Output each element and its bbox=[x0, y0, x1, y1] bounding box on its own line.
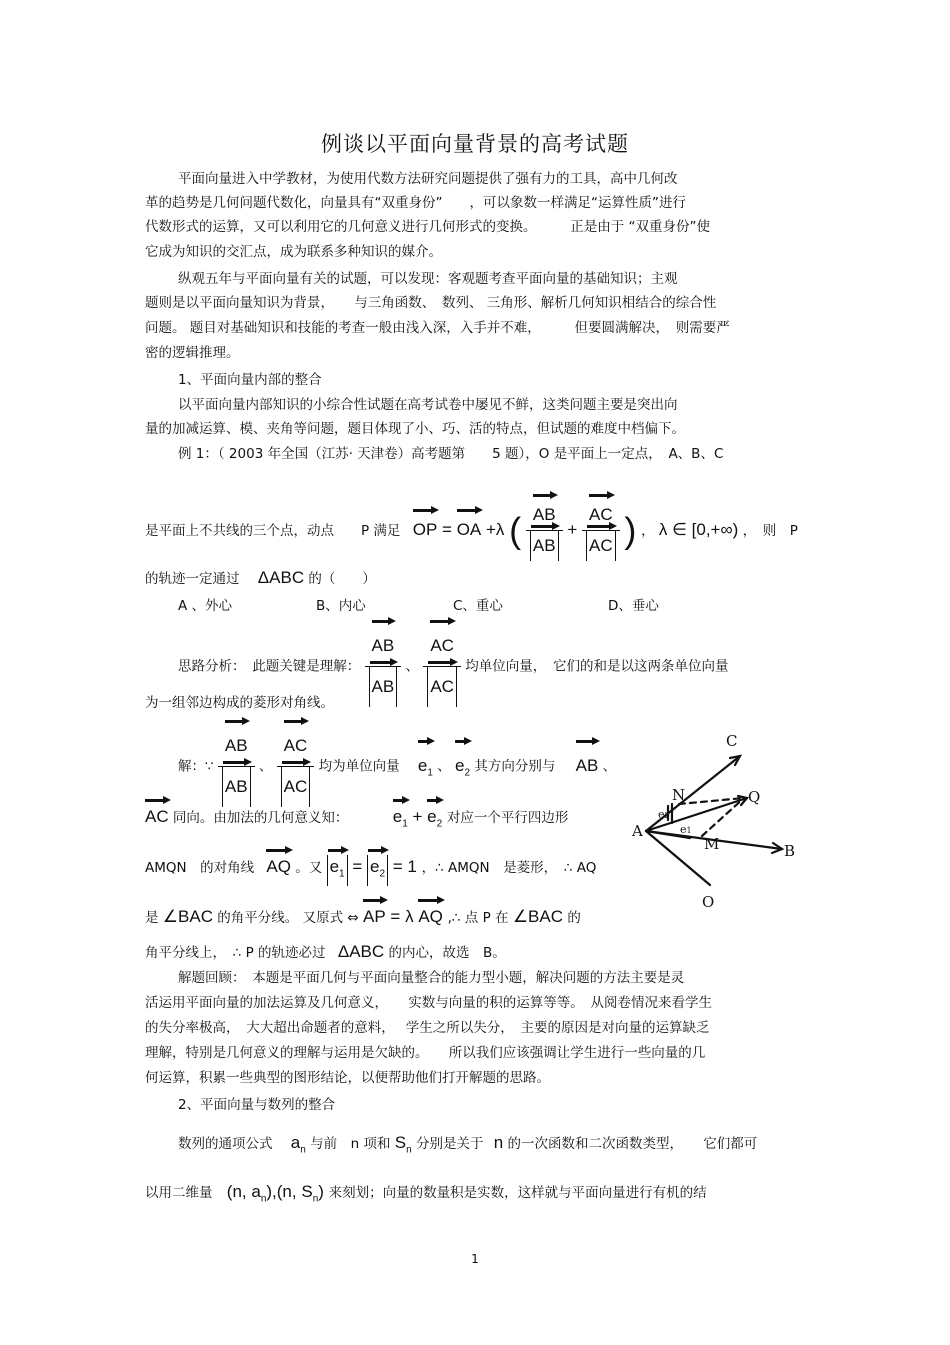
angle-bac-2: ∠BAC bbox=[512, 907, 564, 926]
solution-amqn: AMQN 的对角线 bbox=[145, 860, 255, 876]
page-title: 例谈以平面向量背景的高考试题 bbox=[321, 132, 629, 156]
label-e1: e1 bbox=[680, 823, 692, 836]
s2-text-f: 来刻划；向量的数量积是实数，这样就与平面向量进行有机的结 bbox=[328, 1185, 707, 1201]
separator: 、 bbox=[258, 758, 273, 775]
vec-aq: AQ bbox=[266, 855, 291, 879]
section2-line-1 bbox=[178, 1132, 757, 1161]
separator: 、 bbox=[405, 658, 420, 675]
overview-line-2: 题则是以平面向量知识为背景， 与三角函数、 数列、 三角形、解析几何知识相结合的综合性 bbox=[145, 295, 717, 311]
pair-vectors: (n, $a_n),(n$, $S_n$) bbox=[226, 1182, 324, 1205]
vector-ac-den: AC bbox=[586, 531, 616, 561]
intro-line-1: 平面向量进入中学教材，为使用代数方法研究问题提供了强有力的工具，高中几何改 bbox=[178, 171, 678, 187]
example1-condition bbox=[145, 500, 798, 561]
overview-line-1: 纵观五年与平面向量有关的试题，可以发现：客观题考查平面向量的基础知识；主观 bbox=[178, 271, 678, 287]
unit-ac bbox=[423, 626, 461, 707]
angle-bac: ∠BAC bbox=[162, 907, 213, 926]
unit-ab bbox=[365, 626, 402, 707]
solution-prefix: 解：∵ bbox=[178, 758, 214, 775]
triangle-abc-2: ΔABC bbox=[337, 942, 385, 961]
option-c: C、重心 bbox=[453, 598, 503, 614]
section1-heading: 1、平面向量内部的整合 bbox=[178, 372, 322, 388]
label-e2: e2 bbox=[658, 808, 670, 821]
example1-trace-line bbox=[145, 569, 376, 588]
option-d: D、垂心 bbox=[608, 598, 659, 614]
section1-line-2: 量的加减运算、模、夹角等问题，题目体现了小、巧、活的特点，但试题的难度中档偏下。 bbox=[145, 421, 685, 437]
lambda-range: λ ∈ [0,+∞) bbox=[658, 519, 739, 539]
s2-text-b: 与前 n 项和 bbox=[310, 1136, 391, 1152]
sol-vec-ab: AB bbox=[225, 726, 248, 766]
condition-text: 是平面上不共线的三个点，动点 P 满足 bbox=[145, 522, 401, 539]
review-line-1: 解题回顾： 本题是平面几何与平面向量整合的能力型小题，解决问题的方法主要是灵 bbox=[178, 970, 685, 986]
s-n: $S_n$ bbox=[394, 1133, 412, 1156]
analysis-cont: 为一组邻边构成的菱形对角线。 bbox=[145, 695, 334, 711]
solution-line-2 bbox=[145, 805, 568, 836]
solution-you: 。又 bbox=[295, 860, 323, 876]
label-o: O bbox=[702, 893, 715, 911]
solution-de: 的 bbox=[567, 910, 581, 926]
vec-ac-direction: AC bbox=[145, 805, 169, 829]
label-c: C bbox=[726, 732, 738, 750]
separator: 、 bbox=[602, 758, 617, 775]
s2-text-c: 分别是关于 bbox=[415, 1136, 484, 1152]
triangle-abc: ΔABC bbox=[257, 568, 305, 587]
solution-last-a: 角平分线上， ∴ P 的轨迹必过 bbox=[145, 945, 326, 961]
a-n: $a_n$ bbox=[290, 1133, 306, 1156]
s2-text-d: 的一次函数和二次函数类型， 它们都可 bbox=[507, 1136, 758, 1152]
solution-shi: 是 bbox=[145, 910, 159, 926]
sol-vec-ac-abs: AC bbox=[281, 767, 311, 807]
vec-ab: AB bbox=[372, 626, 395, 666]
solution-mid: 均为单位向量 bbox=[318, 758, 400, 775]
comma: ， bbox=[641, 522, 655, 539]
label-b: B bbox=[784, 842, 796, 860]
example1-intro: 例 1：（ 2003 年全国（江苏· 天津卷）高考题第 5 题），O 是平面上一定点， A、B、C bbox=[178, 446, 724, 462]
solution-line-4 bbox=[145, 905, 581, 930]
vec-ab-abs: AB bbox=[369, 667, 398, 707]
intro-line-2: 革的趋势是几何问题代数化，向量具有“双重身份” ，可以象数一样满足“运算性质”进行 bbox=[145, 195, 686, 211]
sum-e1-e2: $e_1 + e_2$ bbox=[393, 807, 447, 826]
section2-heading: 2、平面向量与数列的整合 bbox=[178, 1097, 336, 1113]
option-a: A 、外心 bbox=[178, 598, 233, 614]
overview-line-3: 问题。 题目对基础知识和技能的考查一般由浅入深，入手并不难， 但要圆满解决， 则需要严 bbox=[145, 320, 730, 336]
vec-e2: $e_2$ bbox=[455, 746, 470, 793]
plus-sign: + bbox=[567, 519, 578, 539]
label-q: Q bbox=[748, 788, 761, 806]
fraction-ac bbox=[582, 500, 620, 561]
solution-therefore: ，∴ AMQN 是菱形， ∴ AQ bbox=[421, 860, 597, 876]
label-a: A bbox=[632, 822, 643, 840]
vector-ab-num: AB bbox=[533, 500, 556, 530]
trace-end: 的（ ） bbox=[308, 571, 376, 587]
fraction-ab bbox=[526, 500, 563, 561]
solution-dir: 其方向分别与 bbox=[474, 758, 556, 775]
separator: 、 bbox=[437, 758, 451, 775]
solution-bisector: 的角平分线。 又原式 ⇔ bbox=[217, 910, 359, 926]
vec-e1: $e_1$ bbox=[418, 746, 433, 793]
solution-line-1 bbox=[178, 726, 616, 807]
sol-unit-ab bbox=[218, 726, 255, 807]
section2-line-2 bbox=[145, 1181, 707, 1210]
vec-ab-direction: AB bbox=[576, 746, 599, 786]
solution-same: 同向。由加法的几何意义知： bbox=[172, 810, 349, 826]
solution-dian: ,∴ 点 P 在 bbox=[447, 910, 509, 926]
sol-vec-ac: AC bbox=[284, 726, 308, 766]
analysis-after: 均单位向量， 它们的和是以这两条单位向量 bbox=[465, 658, 729, 675]
option-b: B、内心 bbox=[316, 598, 366, 614]
overview-line-4: 密的逻辑推理。 bbox=[145, 345, 240, 361]
right-paren-icon: ) bbox=[624, 509, 637, 551]
solution-last-b: 的内心，故选 B。 bbox=[388, 945, 506, 961]
plus-lambda: +λ bbox=[486, 519, 505, 539]
solution-para: 对应一个平行四边形 bbox=[446, 810, 569, 826]
rhombus-figure bbox=[632, 728, 807, 918]
s2-text-a: 数列的通项公式 bbox=[178, 1136, 273, 1152]
equals-sign: = bbox=[442, 519, 452, 539]
then-text: ， 则 P bbox=[742, 522, 798, 539]
formula-op bbox=[412, 505, 641, 555]
intro-line-3: 代数形式的运算，又可以利用它的几何意义进行几何形式的变换。 正是由于 “双重身份”使 bbox=[145, 219, 711, 235]
s2-text-e: 以用二维量 bbox=[145, 1185, 213, 1201]
label-m: M bbox=[704, 835, 720, 853]
vector-ab-den: AB bbox=[530, 531, 559, 561]
review-line-4: 理解，特别是几何意义的理解与运用是欠缺的。 所以我们应该强调让学生进行一些向量的几 bbox=[145, 1045, 706, 1061]
vec-ac: AC bbox=[430, 626, 454, 666]
vector-op: OP bbox=[413, 515, 438, 545]
intro-line-4: 它成为知识的交汇点，成为联系多种知识的媒介。 bbox=[145, 244, 442, 260]
solution-line-3 bbox=[145, 855, 596, 886]
vector-oa: OA bbox=[457, 515, 482, 545]
vector-ac-num: AC bbox=[589, 500, 613, 530]
review-line-5: 何运算，积累一些典型的图形结论，以便帮助他们打开解题的思路。 bbox=[145, 1070, 550, 1086]
review-line-3: 的失分率极高， 大大超出命题者的意料， 学生之所以失分， 主要的原因是对向量的运算缺乏 bbox=[145, 1020, 710, 1036]
sol-unit-ac bbox=[277, 726, 315, 807]
label-n: N bbox=[672, 786, 686, 804]
ap-equation: AP = λ AQ bbox=[363, 907, 448, 926]
review-line-2: 活运用平面向量的加法运算及几何意义， 实数与向量的积的运算等等。 从阅卷情况来看学生 bbox=[145, 995, 712, 1011]
norm-equation: $e_1 = e_2 = 1$ bbox=[327, 857, 422, 876]
left-paren-icon: ( bbox=[509, 509, 522, 551]
vec-ac-abs: AC bbox=[427, 667, 457, 707]
sol-vec-ab-abs: AB bbox=[222, 767, 251, 807]
analysis-label: 思路分析： 此题关键是理解： bbox=[178, 658, 361, 675]
n-var: n bbox=[493, 1133, 504, 1152]
trace-text: 的轨迹一定通过 bbox=[145, 571, 240, 587]
page-number: 1 bbox=[471, 1252, 479, 1266]
section1-line-1: 以平面向量内部知识的小综合性试题在高考试卷中屡见不鲜，这类问题主要是突出向 bbox=[178, 397, 678, 413]
solution-line-5 bbox=[145, 943, 506, 962]
